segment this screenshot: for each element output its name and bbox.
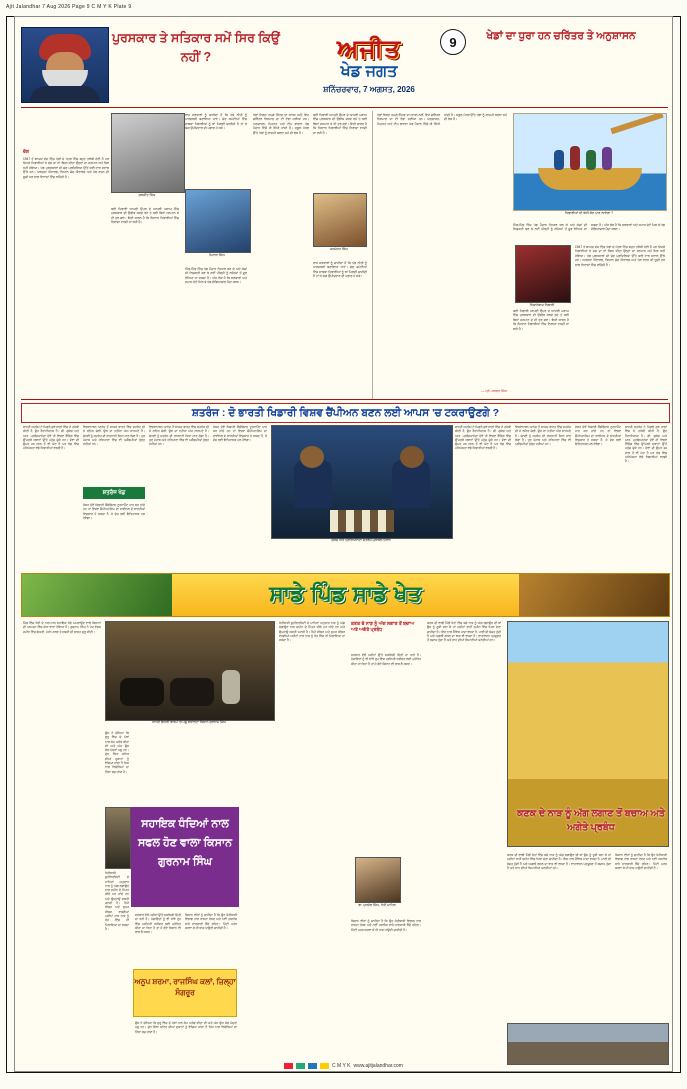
author-credit-box: ਅਨੂਪ ਸ਼ਰਮਾ, ਰਾਜਸਿੰਘ ਕਲਾਂ, ਜ਼ਿਲ੍ਹਾ ਸੰਗਰੂਰ [133, 969, 237, 1017]
page-number-badge: 9 [440, 29, 466, 55]
village-col-8: ਕਿਸਾਨ ਵੀਰਾਂ ਨੂੰ ਚਾਹੀਦਾ ਹੈ ਕਿ ਉਹ ਖੇਤੀਬਾੜੀ ਵਿਭਾਗ ਨਾਲ ਰਾਬਤਾ ਰੱਖਣ ਅਤੇ ਨਵੀਂ ਤਕਨੀਕ ਬਾਰੇ ਜਾਣਕਾਰੀ ਲੈਂਦੇ ਰਹਿਣ। ਮਿੱਟੀ ਪਰਖ ਕਰਵਾ ਕੇ ਹੀ ਖਾਦ ਪਾਉਣੀ ਚਾਹੀਦੀ ਹੈ। [615, 853, 667, 870]
village-sub-headline: ਕਣਕ ਦੇ ਨਾੜ ਨੂੰ ਅੱਗ ਲਗਾਣ ਤੋਂ ਬਚਾਅ ਅਤੇ ਅਗੇਤੇ ਪ੍ਰਬੰਧ [351, 621, 415, 632]
footer-marks: C M Y K [332, 1063, 351, 1069]
footer-site: www.ajitjalandhar.com [353, 1063, 403, 1069]
bw-portrait-caption: ਕੁਲਜੀਤ ਸਿੰਘ [138, 193, 156, 197]
cattle-photo [105, 621, 275, 721]
top-col-8-text: ਕਈ ਖਿਡਾਰੀ ਆਪਣੀ ਉਮਰ ਦੇ ਆਖ਼ਰੀ ਪੜਾਅ ਵਿੱਚ ਪੁਰਸਕਾਰ ਦੀ ਉਡੀਕ ਕਰਦੇ ਰਹੇ ਤੇ ਕਈ ਬਿਨਾਂ ਸਨਮਾਨ ਦੇ ਹੀ ਤੁਰ ਗਏ। ਇਹੀ ਕਾਰਨ ਹੈ ਕਿ ਨੌਜਵਾਨ ਖਿਡਾਰੀਆਂ ਵਿੱਚ ਨਿਰਾਸ਼ਾ ਵਧਦੀ ਜਾ ਰਹੀ ਹੈ। [513, 309, 569, 331]
village-col-3b: ਕਿਸਾਨ ਵੀਰਾਂ ਨੂੰ ਚਾਹੀਦਾ ਹੈ ਕਿ ਉਹ ਖੇਤੀਬਾੜੀ ਵਿਭਾਗ ਨਾਲ ਰਾਬਤਾ ਰੱਖਣ ਅਤੇ ਨਵੀਂ ਤਕਨੀਕ ਬਾਰੇ ਜਾਣਕਾਰੀ ਲੈਂਦੇ ਰਹਿਣ। ਮਿੱਟੀ ਪਰਖ ਕਰਵਾ ਕੇ ਹੀ ਖਾਦ ਪਾਉਣੀ ਚਾਹੀਦੀ ਹੈ। [185, 913, 237, 930]
page-sheet [14, 16, 673, 1072]
right-headline: ਖੇਡਾਂ ਦਾ ਧੁਰਾ ਹਨ ਚਰਿੱਤਰ ਤੇ ਅਨੁਸ਼ਾਸਨ [486, 30, 636, 42]
printer-strip: Ajit Jalandhar 7 Aug 2026 Page 9 C M Y K Plate 9 [6, 4, 132, 10]
shooter-photo [515, 245, 571, 303]
top-col-1-lead: ਦੇਸ਼ [23, 149, 30, 154]
boat-cartoon-illustration [513, 113, 667, 211]
bw-portrait-photo [111, 113, 185, 193]
footer-bar [15, 1061, 672, 1071]
chess-col-3: ਵਿਸ਼ਵਨਾਥਨ ਆਨੰਦ ਤੋਂ ਬਾਅਦ ਭਾਰਤ ਵਿੱਚ ਸ਼ਤਰੰਜ ਦੀ ਜੋ ਲਹਿਰ ਚੱਲੀ, ਉਸ ਦਾ ਨਤੀਜਾ ਅੱਜ ਸਾਹਮਣੇ ਹੈ। ਚੇਨਈ ਨੂੰ ਸ਼ਤਰੰਜ ਦੀ ਰਾਜਧਾਨੀ ਕਿਹਾ ਜਾਣ ਲੱਗਾ ਹੈ। ਹੁਣ ਪੰਜਾਬ ਅਤੇ ਹਰਿਆਣਾ ਵਿੱਚ ਵੀ ਅਕੈਡਮੀਆਂ ਖੁੱਲ੍ਹ ਰਹੀਆਂ ਹਨ। [149, 425, 209, 447]
village-col-7: ਕਣਕ ਦੀ ਵਾਢੀ ਪਿੱਛੋਂ ਖੇਤਾਂ ਵਿੱਚ ਬਚੇ ਨਾੜ ਨੂੰ ਅੱਗ ਲਗਾਉਣ ਦੀ ਥਾਂ ਉਸ ਨੂੰ ਤੂੜੀ ਬਣਾ ਕੇ ਜਾਂ ਮਸ਼ੀਨਾਂ ਰਾਹੀਂ ਜ਼ਮੀਨ ਵਿੱਚ ਮਿਲਾ ਦੇਣਾ ਚਾਹੀਦਾ ਹੈ। ਇਸ ਨਾਲ ਜੈਵਿਕ ਮਾਦਾ ਵਧਦਾ ਹੈ, ਪਾਣੀ ਦੀ ਬੱਚਤ ਹੁੰਦੀ ਹੈ ਅਤੇ ਅਗਲੀ ਫ਼ਸਲ ਦਾ ਝਾੜ ਵੀ ਵਧਦਾ ਹੈ। ਵਾਤਾਵਰਨ ਪ੍ਰਦੂਸ਼ਣ ਤੋਂ ਬਚਾਅ ਹੁੰਦਾ ਹੈ ਅਤੇ ਸਾਹ ਦੀਆਂ ਬਿਮਾਰੀਆਂ ਘਟਦੀਆਂ ਹਨ। [507, 853, 611, 870]
top-vertical-divider [372, 111, 373, 399]
cattle-photo-caption: ਆਪਣੇ ਡੇਅਰੀ ਫਾਰਮ 'ਚ ਪਸ਼ੂ ਸੰਭਾਲਦਾ ਕਿਸਾਨ ਗੁਰਨਾਮ ਸਿੰਘ [152, 720, 226, 724]
masthead [21, 27, 668, 105]
turban-portrait-photo [313, 193, 367, 247]
top-byline: — ਪ੍ਰੋ. ਸਰਵਣ ਸਿੰਘ [480, 389, 507, 393]
turban-portrait-caption: ਜਗਮੋਹਨ ਸਿੰਘ [330, 247, 348, 251]
village-banner-title: ਸਾਡੇ ਪਿੰਡ ਸਾਡੇ ਖੇਤ [269, 581, 422, 606]
top-col-1-text: 1947 ਤੋਂ ਬਾਅਦ ਦੇਸ਼ ਵਿੱਚ ਖੇਡਾਂ ਦੇ ਖੇਤਰ ਵਿੱਚ ਬਹੁਤ ਤਰੱਕੀ ਹੋਈ ਹੈ ਪਰ ਜਿਹੜੇ ਖਿਡਾਰੀਆਂ ਨੇ ਦੇਸ਼ ਦਾ ਨਾਂ ਰੌਸ਼ਨ ਕੀਤਾ ਉਨ੍ਹਾਂ ਦਾ ਸਨਮਾਨ ਸਮੇਂ ਸਿਰ ਨਹੀਂ ਹੋਇਆ। ਖੇਡ ਪੁਰਸਕਾਰਾਂ ਦੀ ਚੋਣ ਪ੍ਰਕਿਰਿਆ ਉੱਤੇ ਕਈ ਵਾਰ ਸਵਾਲ ਉੱਠੇ ਹਨ। ਅਰਜੁਨਾ ਐਵਾਰਡ, ਧਿਆਨ ਚੰਦ ਐਵਾਰਡ ਅਤੇ ਖੇਲ ਰਤਨ ਦੀ ਸੂਚੀ ਹਰ ਸਾਲ ਵਿਵਾਦਾਂ ਵਿੱਚ ਰਹਿੰਦੀ ਹੈ। [23, 157, 109, 179]
chess-col-5: ਭਾਰਤੀ ਸ਼ਤਰੰਜ ਨੇ ਪਿਛਲੇ ਕੁਝ ਸਾਲਾਂ ਵਿੱਚ ਜੋ ਤਰੱਕੀ ਕੀਤੀ ਹੈ, ਉਹ ਹੈਰਾਨੀਜਨਕ ਹੈ। ਡੀ. ਗੁਕੇਸ਼ ਅਤੇ ਆਰ. ਪ੍ਰਗਿਆਨੰਦਾ ਦੋਵੇਂ ਹੀ ਵਿਸ਼ਵ ਰੈਂਕਿੰਗ ਵਿੱਚ ਉੱਪਰਲੇ ਸਥਾਨਾਂ ਉੱਤੇ ਪਹੁੰਚ ਚੁੱਕੇ ਹਨ। ਦੋਵਾਂ ਦੀ ਉਮਰ 20 ਸਾਲ ਤੋਂ ਵੀ ਘੱਟ ਹੈ ਪਰ ਖੇਡ ਵਿੱਚ ਪਰਿਪੱਕਤਾ ਵੱਡੇ ਖਿਡਾਰੀਆਂ ਵਰਗੀ ਹੈ। [455, 425, 511, 451]
masthead-divider [21, 107, 668, 108]
top-col-4b-text: ਰਾਜ ਸਰਕਾਰਾਂ ਨੂੰ ਚਾਹੀਦਾ ਹੈ ਕਿ ਖੇਡ ਨੀਤੀ ਨੂੰ ਪਾਰਦਰਸ਼ੀ ਬਣਾਇਆ ਜਾਵੇ। ਚੋਣ ਕਮੇਟੀਆਂ ਵਿੱਚ ਸਾਬਕਾ ਖਿਡਾਰੀਆਂ ਨੂੰ ਥਾਂ ਮਿਲਣੀ ਚਾਹੀਦੀ ਹੈ ਤਾਂ ਜੋ ਯੋਗ ਉਮੀਦਵਾਰ ਦੀ ਪਛਾਣ ਹੋ ਸਕੇ। [313, 261, 367, 279]
blue-shirt-portrait-photo [185, 189, 251, 253]
village-col-3a: ਸਰਕਾਰ ਵੱਲੋਂ ਮਸ਼ੀਨਾਂ ਉੱਤੇ ਸਬਸਿਡੀ ਦਿੱਤੀ ਜਾ ਰਹੀ ਹੈ। ਪੰਚਾਇਤਾਂ ਨੂੰ ਵੀ ਸਾਂਝੇ ਰੂਪ ਵਿੱਚ ਮਸ਼ੀਨਰੀ ਖਰੀਦਣ ਲਈ ਪ੍ਰੇਰਿਤ ਕੀਤਾ ਜਾ ਰਿਹਾ ਹੈ ਤਾਂ ਜੋ ਛੋਟੇ ਕਿਸਾਨ ਵੀ ਲਾਭ ਲੈ ਸਕਣ। [135, 913, 181, 935]
purple-feature-headline: ਸਹਾਇਕ ਧੰਦਿਆਂ ਨਾਲ ਸਫਲ ਹੋਣ ਵਾਲਾ ਕਿਸਾਨ ਗੁਰਨਾਮ ਸਿੰਘ [131, 807, 239, 907]
boat-cartoon-caption: ਖਿਡਾਰੀਆਂ ਦੀ ਬੇੜੀ ਕੌਣ ਪਾਰ ਲਾਏਗਾ ? [564, 211, 613, 215]
chess-col-7: ਜੇਕਰ ਦੋਵੇਂ ਖਿਡਾਰੀ ਕੈਂਡੀਡੇਟਸ ਟੂਰਨਾਮੈਂਟ ਪਾਰ ਕਰ ਜਾਂਦੇ ਹਨ ਤਾਂ ਵਿਸ਼ਵ ਚੈਂਪੀਅਨਸ਼ਿਪ ਦਾ ਫਾਈਨਲ ਦੋ ਭਾਰਤੀਆਂ ਵਿਚਕਾਰ ਹੋ ਸਕਦਾ ਹੈ, ਜੋ ਦੇਸ਼ ਲਈ ਇਤਿਹਾਸਕ ਪਲ ਹੋਵੇਗਾ। [575, 425, 621, 447]
village-col-2a: ਉਸ ਨੇ ਦੱਸਿਆ ਕਿ ਸ਼ੁਰੂ ਵਿੱਚ ਦੋ ਮੱਝਾਂ ਨਾਲ ਕੰਮ ਅਰੰਭ ਕੀਤਾ ਸੀ ਅਤੇ ਅੱਜ ਉਸ ਕੋਲ ਪੰਦਰਾਂ ਪਸ਼ੂ ਹਨ। ਦੁੱਧ ਸਿੱਧਾ ਸ਼ਹਿਰ ਦੀਆਂ ਦੁਕਾਨਾਂ ਨੂੰ ਵੇਚਿਆ ਜਾਂਦਾ ਹੈ ਜਿਸ ਨਾਲ ਵਿਚੋਲਿਆਂ ਦਾ ਹਿੱਸਾ ਬਚ ਜਾਂਦਾ ਹੈ। [105, 731, 129, 774]
top-col-6-text: ਪਿੰਡ-ਪਿੰਡ ਵਿੱਚ ਖੇਡ ਮੈਦਾਨ ਤਿਆਰ ਕਰ ਕੇ ਅਤੇ ਕੋਚਾਂ ਦੀ ਨਿਯੁਕਤੀ ਕਰ ਕੇ ਨਵੀਂ ਪੀੜ੍ਹੀ ਨੂੰ ਨਸ਼ਿਆਂ ਤੋਂ ਦੂਰ ਰੱਖਿਆ ਜਾ ਸਕਦਾ ਹੈ। ਅੱਜ ਲੋੜ ਹੈ ਕਿ ਸਰਕਾਰਾਂ ਅਤੇ ਸਮਾਜ ਦੋਵੇਂ ਮਿਲ ਕੇ ਖੇਡ ਸੱਭਿਆਚਾਰ ਪੈਦਾ ਕਰਨ। [513, 223, 665, 232]
chess-sidebar-title: ਸ਼ਤਰੰਜ ਖੇਡ [83, 487, 145, 499]
logo-subtitle: ਖੇਡ ਜਗਤ [340, 63, 398, 80]
issue-date: ਸ਼ਨਿੱਚਰਵਾਰ, 7 ਅਗਸਤ, 2026 [323, 85, 415, 94]
village-col-3c: ਉਸ ਨੇ ਦੱਸਿਆ ਕਿ ਸ਼ੁਰੂ ਵਿੱਚ ਦੋ ਮੱਝਾਂ ਨਾਲ ਕੰਮ ਅਰੰਭ ਕੀਤਾ ਸੀ ਅਤੇ ਅੱਜ ਉਸ ਕੋਲ ਪੰਦਰਾਂ ਪਸ਼ੂ ਹਨ। ਦੁੱਧ ਸਿੱਧਾ ਸ਼ਹਿਰ ਦੀਆਂ ਦੁਕਾਨਾਂ ਨੂੰ ਵੇਚਿਆ ਜਾਂਦਾ ਹੈ ਜਿਸ ਨਾਲ ਵਿਚੋਲਿਆਂ ਦਾ ਹਿੱਸਾ ਬਚ ਜਾਂਦਾ ਹੈ। [135, 1021, 237, 1034]
top-col-3-text: ਖੇਡਾਂ ਸਿਰਫ਼ ਤਮਗ਼ੇ ਜਿੱਤਣ ਦਾ ਸਾਧਨ ਨਹੀਂ, ਇਹ ਚਰਿੱਤਰ ਨਿਰਮਾਣ ਦਾ ਵੀ ਵੱਡਾ ਜ਼ਰੀਆ ਹਨ। ਅਨੁਸ਼ਾਸਨ, ਮਿਹਨਤ ਅਤੇ ਟੀਮ ਭਾਵਨਾ ਖੇਡ ਮੈਦਾਨ ਵਿੱਚੋਂ ਹੀ ਸਿੱਖੀ ਜਾਂਦੀ ਹੈ। ਸਕੂਲ ਪੱਧਰ ਉੱਤੇ ਖੇਡਾਂ ਨੂੰ ਲਾਜ਼ਮੀ ਕਰਨਾ ਸਮੇਂ ਦੀ ਲੋੜ ਹੈ। [253, 113, 309, 135]
village-col-1: ਪਿੰਡ ਵਿੱਚ ਖੇਤੀ ਦੇ ਨਾਲ-ਨਾਲ ਸਹਾਇਕ ਧੰਦੇ ਅਪਣਾਉਣ ਵਾਲੇ ਕਿਸਾਨਾਂ ਦੀ ਆਮਦਨ ਵਿੱਚ ਚੋਖਾ ਵਾਧਾ ਹੋਇਆ ਹੈ। ਗੁਰਨਾਮ ਸਿੰਘ ਨੇ ਪੰਜ ਏਕੜ ਜ਼ਮੀਨ ਵਿੱਚ ਡੇਅਰੀ, ਮੱਖੀ ਪਾਲਣ ਤੇ ਸਬਜ਼ੀ ਦੀ ਕਾਸ਼ਤ ਸ਼ੁਰੂ ਕੀਤੀ। [23, 621, 101, 634]
chess-col-1: ਭਾਰਤੀ ਸ਼ਤਰੰਜ ਨੇ ਪਿਛਲੇ ਕੁਝ ਸਾਲਾਂ ਵਿੱਚ ਜੋ ਤਰੱਕੀ ਕੀਤੀ ਹੈ, ਉਹ ਹੈਰਾਨੀਜਨਕ ਹੈ। ਡੀ. ਗੁਕੇਸ਼ ਅਤੇ ਆਰ. ਪ੍ਰਗਿਆਨੰਦਾ ਦੋਵੇਂ ਹੀ ਵਿਸ਼ਵ ਰੈਂਕਿੰਗ ਵਿੱਚ ਉੱਪਰਲੇ ਸਥਾਨਾਂ ਉੱਤੇ ਪਹੁੰਚ ਚੁੱਕੇ ਹਨ। ਦੋਵਾਂ ਦੀ ਉਮਰ 20 ਸਾਲ ਤੋਂ ਵੀ ਘੱਟ ਹੈ ਪਰ ਖੇਡ ਵਿੱਚ ਪਰਿਪੱਕਤਾ ਵੱਡੇ ਖਿਡਾਰੀਆਂ ਵਰਗੀ ਹੈ। [23, 425, 79, 451]
expert-caption: ਡਾ. ਸੁਖਦੇਵ ਸਿੰਘ, ਖੇਤੀ ਮਾਹਿਰ [358, 903, 396, 907]
chess-headline: ਸ਼ਤਰੰਜ : ਦੋ ਭਾਰਤੀ ਖਿਡਾਰੀ ਵਿਸ਼ਵ ਚੈਂਪੀਅਨ ਬਣਨ ਲਈ ਆਪਸ 'ਚ ਟਕਰਾਉਣਗੇ ? [191, 406, 500, 419]
wheat-overlay-headline: ਕਣਕ ਦੇ ਨਾੜ ਨੂੰ ਅੱਗ ਲਗਾਣ ਤੋਂ ਬਚਾਅ ਅਤੇ ਅਗੇਤੇ ਪ੍ਰਬੰਧ [517, 808, 665, 833]
livestock-small-photo [105, 807, 131, 869]
top-col-2-text: ਕਈ ਖਿਡਾਰੀ ਆਪਣੀ ਉਮਰ ਦੇ ਆਖ਼ਰੀ ਪੜਾਅ ਵਿੱਚ ਪੁਰਸਕਾਰ ਦੀ ਉਡੀਕ ਕਰਦੇ ਰਹੇ ਤੇ ਕਈ ਬਿਨਾਂ ਸਨਮਾਨ ਦੇ ਹੀ ਤੁਰ ਗਏ। ਇਹੀ ਕਾਰਨ ਹੈ ਕਿ ਨੌਜਵਾਨ ਖਿਡਾਰੀਆਂ ਵਿੱਚ ਨਿਰਾਸ਼ਾ ਵਧਦੀ ਜਾ ਰਹੀ ਹੈ। [111, 207, 179, 225]
chess-col-2b: ਜੇਕਰ ਦੋਵੇਂ ਖਿਡਾਰੀ ਕੈਂਡੀਡੇਟਸ ਟੂਰਨਾਮੈਂਟ ਪਾਰ ਕਰ ਜਾਂਦੇ ਹਨ ਤਾਂ ਵਿਸ਼ਵ ਚੈਂਪੀਅਨਸ਼ਿਪ ਦਾ ਫਾਈਨਲ ਦੋ ਭਾਰਤੀਆਂ ਵਿਚਕਾਰ ਹੋ ਸਕਦਾ ਹੈ, ਜੋ ਦੇਸ਼ ਲਈ ਇਤਿਹਾਸਕ ਪਲ ਹੋਵੇਗਾ। [83, 503, 145, 520]
chess-col-8: ਭਾਰਤੀ ਸ਼ਤਰੰਜ ਨੇ ਪਿਛਲੇ ਕੁਝ ਸਾਲਾਂ ਵਿੱਚ ਜੋ ਤਰੱਕੀ ਕੀਤੀ ਹੈ, ਉਹ ਹੈਰਾਨੀਜਨਕ ਹੈ। ਡੀ. ਗੁਕੇਸ਼ ਅਤੇ ਆਰ. ਪ੍ਰਗਿਆਨੰਦਾ ਦੋਵੇਂ ਹੀ ਵਿਸ਼ਵ ਰੈਂਕਿੰਗ ਵਿੱਚ ਉੱਪਰਲੇ ਸਥਾਨਾਂ ਉੱਤੇ ਪਹੁੰਚ ਚੁੱਕੇ ਹਨ। ਦੋਵਾਂ ਦੀ ਉਮਰ 20 ਸਾਲ ਤੋਂ ਵੀ ਘੱਟ ਹੈ ਪਰ ਖੇਡ ਵਿੱਚ ਪਰਿਪੱਕਤਾ ਵੱਡੇ ਖਿਡਾਰੀਆਂ ਵਰਗੀ ਹੈ। [625, 425, 667, 464]
chess-col-4: ਜੇਕਰ ਦੋਵੇਂ ਖਿਡਾਰੀ ਕੈਂਡੀਡੇਟਸ ਟੂਰਨਾਮੈਂਟ ਪਾਰ ਕਰ ਜਾਂਦੇ ਹਨ ਤਾਂ ਵਿਸ਼ਵ ਚੈਂਪੀਅਨਸ਼ਿਪ ਦਾ ਫਾਈਨਲ ਦੋ ਭਾਰਤੀਆਂ ਵਿਚਕਾਰ ਹੋ ਸਕਦਾ ਹੈ, ਜੋ ਦੇਸ਼ ਲਈ ਇਤਿਹਾਸਕ ਪਲ ਹੋਵੇਗਾ। [213, 425, 267, 442]
burning-field-photo [507, 1023, 669, 1065]
chess-match-photo [271, 425, 453, 539]
chess-headline-band [21, 403, 670, 423]
village-col-5b: ਕਿਸਾਨ ਵੀਰਾਂ ਨੂੰ ਚਾਹੀਦਾ ਹੈ ਕਿ ਉਹ ਖੇਤੀਬਾੜੀ ਵਿਭਾਗ ਨਾਲ ਰਾਬਤਾ ਰੱਖਣ ਅਤੇ ਨਵੀਂ ਤਕਨੀਕ ਬਾਰੇ ਜਾਣਕਾਰੀ ਲੈਂਦੇ ਰਹਿਣ। ਮਿੱਟੀ ਪਰਖ ਕਰਵਾ ਕੇ ਹੀ ਖਾਦ ਪਾਉਣੀ ਚਾਹੀਦੀ ਹੈ। [351, 919, 421, 932]
top-col-7-text: 1947 ਤੋਂ ਬਾਅਦ ਦੇਸ਼ ਵਿੱਚ ਖੇਡਾਂ ਦੇ ਖੇਤਰ ਵਿੱਚ ਬਹੁਤ ਤਰੱਕੀ ਹੋਈ ਹੈ ਪਰ ਜਿਹੜੇ ਖਿਡਾਰੀਆਂ ਨੇ ਦੇਸ਼ ਦਾ ਨਾਂ ਰੌਸ਼ਨ ਕੀਤਾ ਉਨ੍ਹਾਂ ਦਾ ਸਨਮਾਨ ਸਮੇਂ ਸਿਰ ਨਹੀਂ ਹੋਇਆ। ਖੇਡ ਪੁਰਸਕਾਰਾਂ ਦੀ ਚੋਣ ਪ੍ਰਕਿਰਿਆ ਉੱਤੇ ਕਈ ਵਾਰ ਸਵਾਲ ਉੱਠੇ ਹਨ। ਅਰਜੁਨਾ ਐਵਾਰਡ, ਧਿਆਨ ਚੰਦ ਐਵਾਰਡ ਅਤੇ ਖੇਲ ਰਤਨ ਦੀ ਸੂਚੀ ਹਰ ਸਾਲ ਵਿਵਾਦਾਂ ਵਿੱਚ ਰਹਿੰਦੀ ਹੈ। [575, 245, 665, 267]
top-col-2c-text: ਪਿੰਡ-ਪਿੰਡ ਵਿੱਚ ਖੇਡ ਮੈਦਾਨ ਤਿਆਰ ਕਰ ਕੇ ਅਤੇ ਕੋਚਾਂ ਦੀ ਨਿਯੁਕਤੀ ਕਰ ਕੇ ਨਵੀਂ ਪੀੜ੍ਹੀ ਨੂੰ ਨਸ਼ਿਆਂ ਤੋਂ ਦੂਰ ਰੱਖਿਆ ਜਾ ਸਕਦਾ ਹੈ। ਅੱਜ ਲੋੜ ਹੈ ਕਿ ਸਰਕਾਰਾਂ ਅਤੇ ਸਮਾਜ ਦੋਵੇਂ ਮਿਲ ਕੇ ਖੇਡ ਸੱਭਿਆਚਾਰ ਪੈਦਾ ਕਰਨ। [185, 267, 247, 285]
chess-photo-caption: ਗੁਕੇਸ਼ ਅਤੇ ਪ੍ਰਗਿਆਨੰਦਾ ਸ਼ਤਰੰਜ ਮੁਕਾਬਲੇ ਦੌਰਾਨ [331, 538, 391, 542]
logo-text: ਅਜੀਤ [336, 34, 402, 63]
shooter-caption: ਨਿਸ਼ਾਨੇਬਾਜ਼ ਖਿਡਾਰੀ [529, 303, 555, 307]
chess-col-6: ਵਿਸ਼ਵਨਾਥਨ ਆਨੰਦ ਤੋਂ ਬਾਅਦ ਭਾਰਤ ਵਿੱਚ ਸ਼ਤਰੰਜ ਦੀ ਜੋ ਲਹਿਰ ਚੱਲੀ, ਉਸ ਦਾ ਨਤੀਜਾ ਅੱਜ ਸਾਹਮਣੇ ਹੈ। ਚੇਨਈ ਨੂੰ ਸ਼ਤਰੰਜ ਦੀ ਰਾਜਧਾਨੀ ਕਿਹਾ ਜਾਣ ਲੱਗਾ ਹੈ। ਹੁਣ ਪੰਜਾਬ ਅਤੇ ਹਰਿਆਣਾ ਵਿੱਚ ਵੀ ਅਕੈਡਮੀਆਂ ਖੁੱਲ੍ਹ ਰਹੀਆਂ ਹਨ। [515, 425, 571, 447]
village-col-6: ਕਣਕ ਦੀ ਵਾਢੀ ਪਿੱਛੋਂ ਖੇਤਾਂ ਵਿੱਚ ਬਚੇ ਨਾੜ ਨੂੰ ਅੱਗ ਲਗਾਉਣ ਦੀ ਥਾਂ ਉਸ ਨੂੰ ਤੂੜੀ ਬਣਾ ਕੇ ਜਾਂ ਮਸ਼ੀਨਾਂ ਰਾਹੀਂ ਜ਼ਮੀਨ ਵਿੱਚ ਮਿਲਾ ਦੇਣਾ ਚਾਹੀਦਾ ਹੈ। ਇਸ ਨਾਲ ਜੈਵਿਕ ਮਾਦਾ ਵਧਦਾ ਹੈ, ਪਾਣੀ ਦੀ ਬੱਚਤ ਹੁੰਦੀ ਹੈ ਅਤੇ ਅਗਲੀ ਫ਼ਸਲ ਦਾ ਝਾੜ ਵੀ ਵਧਦਾ ਹੈ। ਵਾਤਾਵਰਨ ਪ੍ਰਦੂਸ਼ਣ ਤੋਂ ਬਚਾਅ ਹੁੰਦਾ ਹੈ ਅਤੇ ਸਾਹ ਦੀਆਂ ਬਿਮਾਰੀਆਂ ਘਟਦੀਆਂ ਹਨ। [427, 621, 501, 643]
village-col-4: ਖੇਤੀਬਾੜੀ ਯੂਨੀਵਰਸਿਟੀ ਦੇ ਮਾਹਿਰਾਂ ਅਨੁਸਾਰ ਨਾੜ ਨੂੰ ਅੱਗ ਲਗਾਉਣ ਨਾਲ ਜ਼ਮੀਨ ਦੇ ਮਿੱਤਰ ਕੀੜੇ ਮਰ ਜਾਂਦੇ ਹਨ ਅਤੇ ਉਪਜਾਊ ਸ਼ਕਤੀ ਘਟਦੀ ਹੈ। ਹੈਪੀ ਸੀਡਰ ਅਤੇ ਸੁਪਰ ਸੀਡਰ ਵਰਗੀਆਂ ਮਸ਼ੀਨਾਂ ਨਾਲ ਨਾੜ ਨੂੰ ਖੇਤ ਵਿੱਚ ਹੀ ਮਿਲਾਇਆ ਜਾ ਸਕਦਾ ਹੈ। [279, 621, 345, 643]
athlete-portrait-photo [21, 27, 109, 103]
top-col-4-text: ਕਈ ਖਿਡਾਰੀ ਆਪਣੀ ਉਮਰ ਦੇ ਆਖ਼ਰੀ ਪੜਾਅ ਵਿੱਚ ਪੁਰਸਕਾਰ ਦੀ ਉਡੀਕ ਕਰਦੇ ਰਹੇ ਤੇ ਕਈ ਬਿਨਾਂ ਸਨਮਾਨ ਦੇ ਹੀ ਤੁਰ ਗਏ। ਇਹੀ ਕਾਰਨ ਹੈ ਕਿ ਨੌਜਵਾਨ ਖਿਡਾਰੀਆਂ ਵਿੱਚ ਨਿਰਾਸ਼ਾ ਵਧਦੀ ਜਾ ਰਹੀ ਹੈ। [313, 113, 367, 135]
village-section-banner [21, 573, 670, 617]
left-headline: ਪੁਰਸਕਾਰ ਤੇ ਸਤਿਕਾਰ ਸਮੇਂ ਸਿਰ ਕਿਉਂ ਨਹੀਂ ? [112, 31, 280, 64]
village-col-2b: ਖੇਤੀਬਾੜੀ ਯੂਨੀਵਰਸਿਟੀ ਦੇ ਮਾਹਿਰਾਂ ਅਨੁਸਾਰ ਨਾੜ ਨੂੰ ਅੱਗ ਲਗਾਉਣ ਨਾਲ ਜ਼ਮੀਨ ਦੇ ਮਿੱਤਰ ਕੀੜੇ ਮਰ ਜਾਂਦੇ ਹਨ ਅਤੇ ਉਪਜਾਊ ਸ਼ਕਤੀ ਘਟਦੀ ਹੈ। ਹੈਪੀ ਸੀਡਰ ਅਤੇ ਸੁਪਰ ਸੀਡਰ ਵਰਗੀਆਂ ਮਸ਼ੀਨਾਂ ਨਾਲ ਨਾੜ ਨੂੰ ਖੇਤ ਵਿੱਚ ਹੀ ਮਿਲਾਇਆ ਜਾ ਸਕਦਾ ਹੈ। [105, 871, 129, 931]
top-col-2b-text: ਰਾਜ ਸਰਕਾਰਾਂ ਨੂੰ ਚਾਹੀਦਾ ਹੈ ਕਿ ਖੇਡ ਨੀਤੀ ਨੂੰ ਪਾਰਦਰਸ਼ੀ ਬਣਾਇਆ ਜਾਵੇ। ਚੋਣ ਕਮੇਟੀਆਂ ਵਿੱਚ ਸਾਬਕਾ ਖਿਡਾਰੀਆਂ ਨੂੰ ਥਾਂ ਮਿਲਣੀ ਚਾਹੀਦੀ ਹੈ ਤਾਂ ਜੋ ਯੋਗ ਉਮੀਦਵਾਰ ਦੀ ਪਛਾਣ ਹੋ ਸਕੇ। [185, 113, 247, 131]
blue-shirt-caption: ਮਿਲਖਾ ਸਿੰਘ [209, 253, 225, 257]
expert-portrait-photo [355, 857, 401, 903]
chess-top-rule [21, 399, 668, 400]
top-col-5-text: ਖੇਡਾਂ ਸਿਰਫ਼ ਤਮਗ਼ੇ ਜਿੱਤਣ ਦਾ ਸਾਧਨ ਨਹੀਂ, ਇਹ ਚਰਿੱਤਰ ਨਿਰਮਾਣ ਦਾ ਵੀ ਵੱਡਾ ਜ਼ਰੀਆ ਹਨ। ਅਨੁਸ਼ਾਸਨ, ਮਿਹਨਤ ਅਤੇ ਟੀਮ ਭਾਵਨਾ ਖੇਡ ਮੈਦਾਨ ਵਿੱਚੋਂ ਹੀ ਸਿੱਖੀ ਜਾਂਦੀ ਹੈ। ਸਕੂਲ ਪੱਧਰ ਉੱਤੇ ਖੇਡਾਂ ਨੂੰ ਲਾਜ਼ਮੀ ਕਰਨਾ ਸਮੇਂ ਦੀ ਲੋੜ ਹੈ। [377, 113, 507, 126]
village-col-5: ਸਰਕਾਰ ਵੱਲੋਂ ਮਸ਼ੀਨਾਂ ਉੱਤੇ ਸਬਸਿਡੀ ਦਿੱਤੀ ਜਾ ਰਹੀ ਹੈ। ਪੰਚਾਇਤਾਂ ਨੂੰ ਵੀ ਸਾਂਝੇ ਰੂਪ ਵਿੱਚ ਮਸ਼ੀਨਰੀ ਖਰੀਦਣ ਲਈ ਪ੍ਰੇਰਿਤ ਕੀਤਾ ਜਾ ਰਿਹਾ ਹੈ ਤਾਂ ਜੋ ਛੋਟੇ ਕਿਸਾਨ ਵੀ ਲਾਭ ਲੈ ਸਕਣ। [351, 653, 421, 666]
chess-col-2: ਵਿਸ਼ਵਨਾਥਨ ਆਨੰਦ ਤੋਂ ਬਾਅਦ ਭਾਰਤ ਵਿੱਚ ਸ਼ਤਰੰਜ ਦੀ ਜੋ ਲਹਿਰ ਚੱਲੀ, ਉਸ ਦਾ ਨਤੀਜਾ ਅੱਜ ਸਾਹਮਣੇ ਹੈ। ਚੇਨਈ ਨੂੰ ਸ਼ਤਰੰਜ ਦੀ ਰਾਜਧਾਨੀ ਕਿਹਾ ਜਾਣ ਲੱਗਾ ਹੈ। ਹੁਣ ਪੰਜਾਬ ਅਤੇ ਹਰਿਆਣਾ ਵਿੱਚ ਵੀ ਅਕੈਡਮੀਆਂ ਖੁੱਲ੍ਹ ਰਹੀਆਂ ਹਨ। [83, 425, 145, 447]
